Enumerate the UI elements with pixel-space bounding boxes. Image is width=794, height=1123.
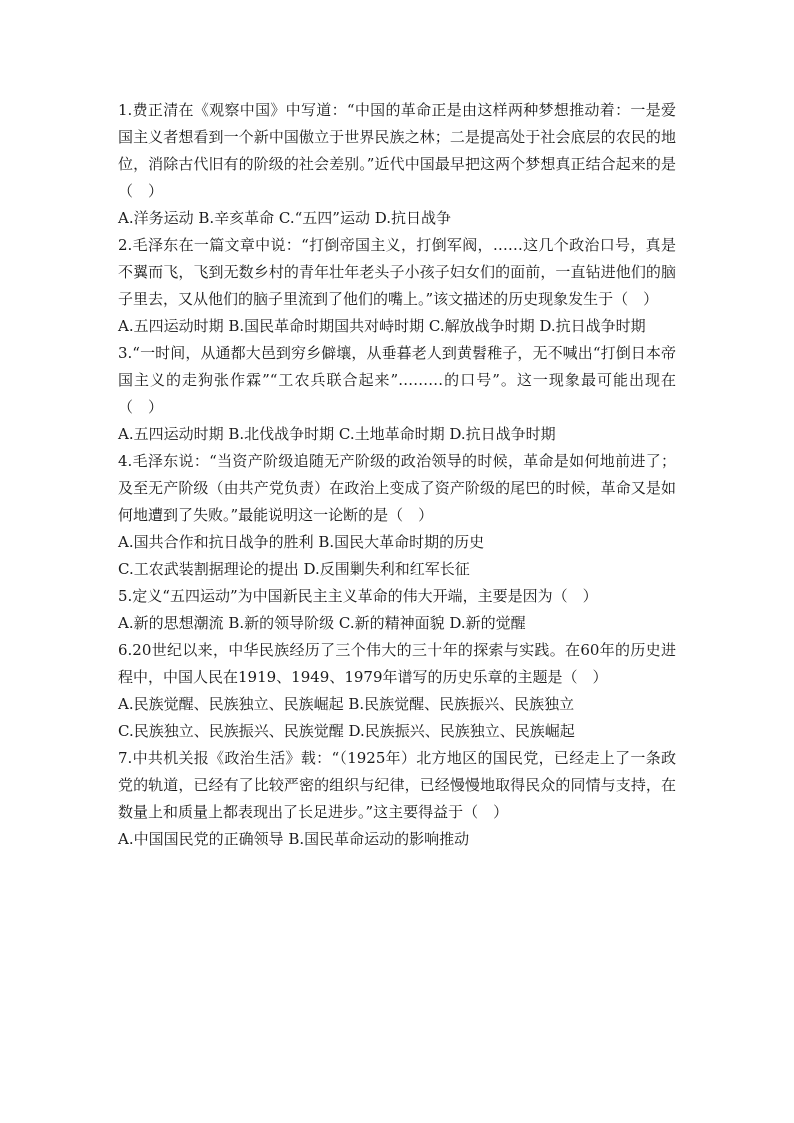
question-stem: 2.毛泽东在一篇文章中说：“打倒帝国主义，打倒军阀，……这几个政治口号，真是不翼而飞，飞到无数乡村的青年壮年老头子小孩子妇女们的面前，一直钻进他们的脑子里去，又从他们的脑子里流到了他们的嘴上。”该文描述的历史现象发生于（ ）	[118, 236, 676, 308]
answer-options: A.民族觉醒、民族独立、民族崛起 B.民族觉醒、民族振兴、民族独立	[118, 695, 575, 713]
question-3	[118, 340, 676, 448]
answer-options: A.新的思想潮流 B.新的领导阶级 C.新的精神面貌 D.新的觉醒	[118, 614, 526, 632]
answer-options: A.国共合作和抗日战争的胜利 B.国民大革命时期的历史	[118, 533, 485, 551]
answer-options: A.中国国民党的正确领导 B.国民革命运动的影响推动	[118, 830, 470, 848]
question-stem: 1.费正清在《观察中国》中写道：“中国的革命正是由这样两种梦想推动着：一是爱国主义者想看到一个新中国傲立于世界民族之林；二是提高处于社会底层的农民的地位，消除古代旧有的阶级的社会差别。”近代中国最早把这两个梦想真正结合起来的是（ ）	[118, 101, 676, 200]
question-2	[118, 232, 676, 340]
answer-options: C.民族独立、民族振兴、民族觉醒 D.民族振兴、民族独立、民族崛起	[118, 722, 575, 740]
question-stem: 3.“一时间，从通都大邑到穷乡僻壤，从垂暮老人到黄髫稚子，无不喊出“打倒日本帝国主义的走狗张作霖”“工农兵联合起来”………的口号”。这一现象最可能出现在（ ）	[118, 344, 676, 416]
question-5	[118, 583, 676, 637]
question-stem: 6.20世纪以来，中华民族经历了三个伟大的三十年的探索与实践。在60年的历史进程中，中国人民在1919、1949、1979年谱写的历史乐章的主题是（ ）	[118, 641, 676, 686]
question-1	[118, 97, 676, 232]
answer-options: A.五四运动时期 B.国民革命时期国共对峙时期 C.解放战争时期 D.抗日战争时期	[118, 317, 646, 335]
question-7	[118, 745, 676, 853]
answer-options: A.五四运动时期 B.北伐战争时期 C.土地革命时期 D.抗日战争时期	[118, 425, 556, 443]
question-4	[118, 448, 676, 583]
question-stem: 4.毛泽东说：“当资产阶级追随无产阶级的政治领导的时候，革命是如何地前进了；及至无产阶级（由共产党负责）在政治上变成了资产阶级的尾巴的时候，革命又是如何地遭到了失败。”最能说明这一论断的是（ ）	[118, 452, 676, 524]
question-stem: 5.定义“五四运动”为中国新民主主义革命的伟大开端，主要是因为（ ）	[118, 587, 598, 605]
question-6	[118, 637, 676, 745]
answer-options: A.洋务运动 B.辛亥革命 C.“五四”运动 D.抗日战争	[118, 209, 452, 227]
question-stem: 7.中共机关报《政治生活》载：“（1925年）北方地区的国民党，已经走上了一条政党的轨道，已经有了比较严密的组织与纪律，已经慢慢地取得民众的同情与支持，在数量上和质量上都表现出了长足进步。”这主要得益于（ ）	[118, 749, 676, 821]
answer-options: C.工农武装割据理论的提出 D.反围剿失利和红军长征	[118, 560, 470, 578]
